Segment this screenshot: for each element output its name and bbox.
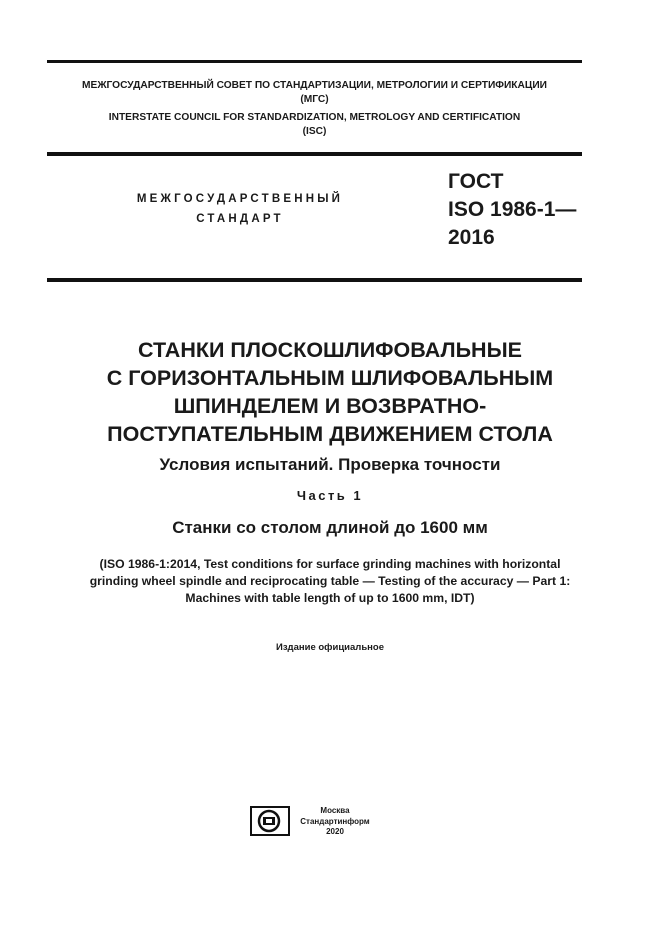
standartinform-logo-icon — [250, 806, 290, 836]
standard-designation — [448, 168, 576, 252]
title-line2: С ГОРИЗОНТАЛЬНЫМ ШЛИФОВАЛЬНЫМ — [106, 366, 554, 390]
part-label: Часть 1 — [296, 488, 364, 503]
designation-line2: ISO 1986-1— — [448, 198, 577, 221]
part-title: Станки со столом длиной до 1600 мм — [172, 518, 488, 537]
publisher-city: Москва — [320, 806, 350, 815]
document-title — [60, 336, 600, 448]
designation-line3: 2016 — [448, 226, 495, 249]
publisher-name: Стандартинформ — [300, 816, 370, 826]
standard-label-line1: МЕЖГОСУДАРСТВЕННЫЙ — [136, 193, 344, 205]
council-ru — [47, 79, 582, 107]
header-rule — [47, 152, 582, 156]
title-line4: ПОСТУПАТЕЛЬНЫМ ДВИЖЕНИЕМ СТОЛА — [107, 422, 553, 446]
iso-reference-line1: (ISO 1986-1:2014, Test conditions for surface grinding machines with horizontal — [99, 557, 561, 571]
designation-rule — [47, 278, 582, 282]
iso-reference — [40, 556, 620, 607]
standard-label-line2: СТАНДАРТ — [196, 213, 284, 225]
top-rule — [47, 60, 582, 63]
document-subtitle: Условия испытаний. Проверка точности — [159, 455, 501, 474]
title-line3: ШПИНДЕЛЕМ И ВОЗВРАТНО- — [173, 394, 487, 418]
council-en — [47, 111, 582, 139]
council-ru-line2: (МГС) — [300, 94, 329, 105]
designation-line1: ГОСТ — [448, 170, 504, 193]
title-line1: СТАНКИ ПЛОСКОШЛИФОВАЛЬНЫЕ — [138, 338, 522, 362]
edition-note: Издание официальное — [276, 642, 384, 653]
council-en-line1: INTERSTATE COUNCIL FOR STANDARDIZATION, METROLOGY AND CERTIFICATION — [108, 112, 521, 123]
standard-label — [100, 189, 380, 229]
iso-reference-line3: Machines with table length of up to 1600 mm, IDT) — [185, 591, 475, 605]
council-en-line2: (ISC) — [302, 126, 327, 137]
iso-reference-line2: grinding wheel spindle and reciprocating table — Testing of the accuracy — Part 1: — [89, 574, 571, 588]
publisher — [290, 806, 380, 838]
council-ru-line1: МЕЖГОСУДАРСТВЕННЫЙ СОВЕТ ПО СТАНДАРТИЗАЦИИ, МЕТРОЛОГИИ И СЕРТИФИКАЦИИ — [82, 80, 547, 91]
publisher-year: 2020 — [326, 827, 344, 836]
